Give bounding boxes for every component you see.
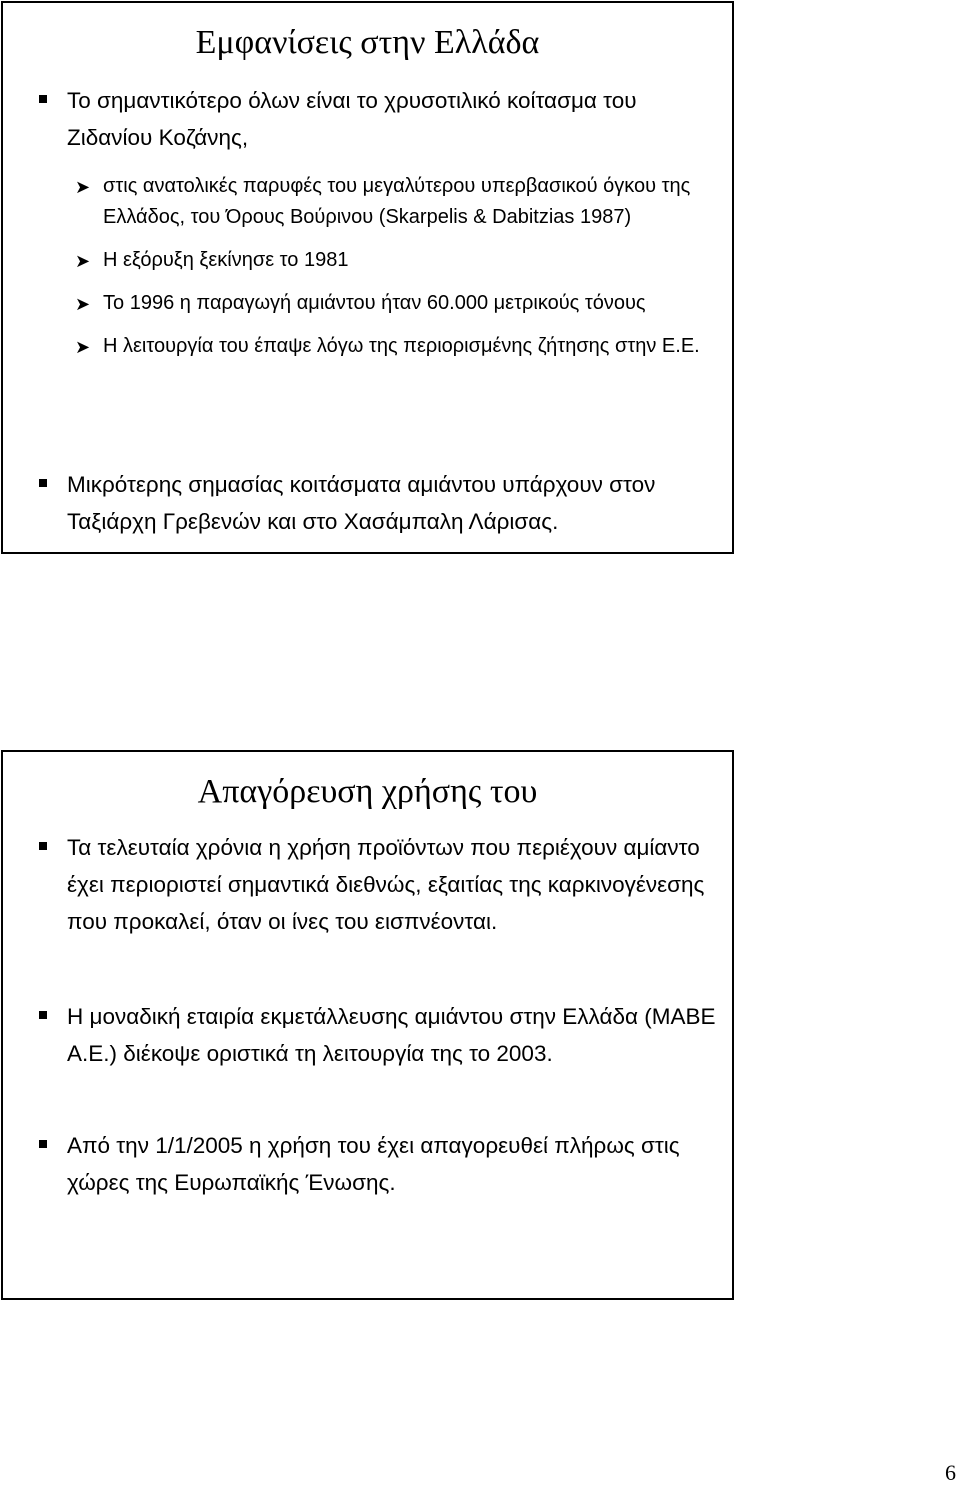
- arrow-bullet-icon: ➤: [75, 177, 91, 197]
- slide-1-title: Εμφανίσεις στην Ελλάδα: [195, 24, 540, 61]
- square-bullet-icon: [39, 1011, 47, 1019]
- sub-item-2: [75, 245, 715, 276]
- sub-item-text: Η λειτουργία του έπαψε λόγω της περιορισμένης ζήτησης στην Ε.Ε.: [103, 335, 700, 357]
- bullet-text: Τα τελευταία χρόνια η χρήση προϊόντων που περιέχουν αμίαντο έχει περιοριστεί σημαντικά διεθνώς, εξαιτίας της καρκινογένεσης που προκαλεί, όταν οι ίνες του εισπνέονται.: [67, 835, 705, 934]
- sub-item-text: Η εξόρυξη ξεκίνησε το 1981: [103, 249, 349, 271]
- arrow-bullet-icon: ➤: [75, 294, 91, 314]
- slide-1-sub-list: [75, 171, 715, 374]
- sub-item-3: [75, 288, 715, 319]
- bullet-text: Η μοναδική εταιρία εκμετάλλευσης αμιάντου στην Ελλάδα (ΜΑΒΕ Α.Ε.) διέκοψε οριστικά τη λειτουργία της το 2003.: [67, 1004, 716, 1066]
- slide-2-bullet-3: [39, 1127, 719, 1201]
- sub-item-1: [75, 171, 715, 233]
- arrow-bullet-icon: ➤: [75, 251, 91, 271]
- sub-item-text: Το 1996 η παραγωγή αμιάντου ήταν 60.000 μετρικούς τόνους: [103, 292, 646, 314]
- sub-item-text: στις ανατολικές παρυφές του μεγαλύτερου υπερβασικού όγκου της Ελλάδος, του Όρους Βούρινου (Skarpelis & Dabitzias 1987): [103, 175, 691, 228]
- slide-1: [1, 1, 734, 554]
- square-bullet-icon: [39, 1140, 47, 1148]
- bullet-text: Από την 1/1/2005 η χρήση του έχει απαγορευθεί πλήρως στις χώρες της Ευρωπαϊκής Ένωσης.: [67, 1133, 680, 1195]
- slide-2-title: Απαγόρευση χρήσης του: [197, 773, 538, 810]
- slide-1-bullet-1: [39, 82, 719, 156]
- bullet-text: Μικρότερης σημασίας κοιτάσματα αμιάντου υπάρχουν στον Ταξιάρχη Γρεβενών και στο Χασάμπαλη Λάρισας.: [67, 472, 656, 534]
- arrow-bullet-icon: ➤: [75, 337, 91, 357]
- slide-2-bullet-1: [39, 829, 719, 940]
- bullet-text: Το σημαντικότερο όλων είναι το χρυσοτιλικό κοίτασμα του Ζιδανίου Κοζάνης,: [67, 88, 637, 150]
- slide-2: [1, 750, 734, 1300]
- square-bullet-icon: [39, 842, 47, 850]
- sub-item-4: [75, 331, 715, 362]
- slide-2-bullet-2: [39, 998, 719, 1072]
- page-number: 6: [945, 1460, 956, 1485]
- square-bullet-icon: [39, 95, 47, 103]
- square-bullet-icon: [39, 479, 47, 487]
- slide-1-bullet-2: [39, 466, 719, 540]
